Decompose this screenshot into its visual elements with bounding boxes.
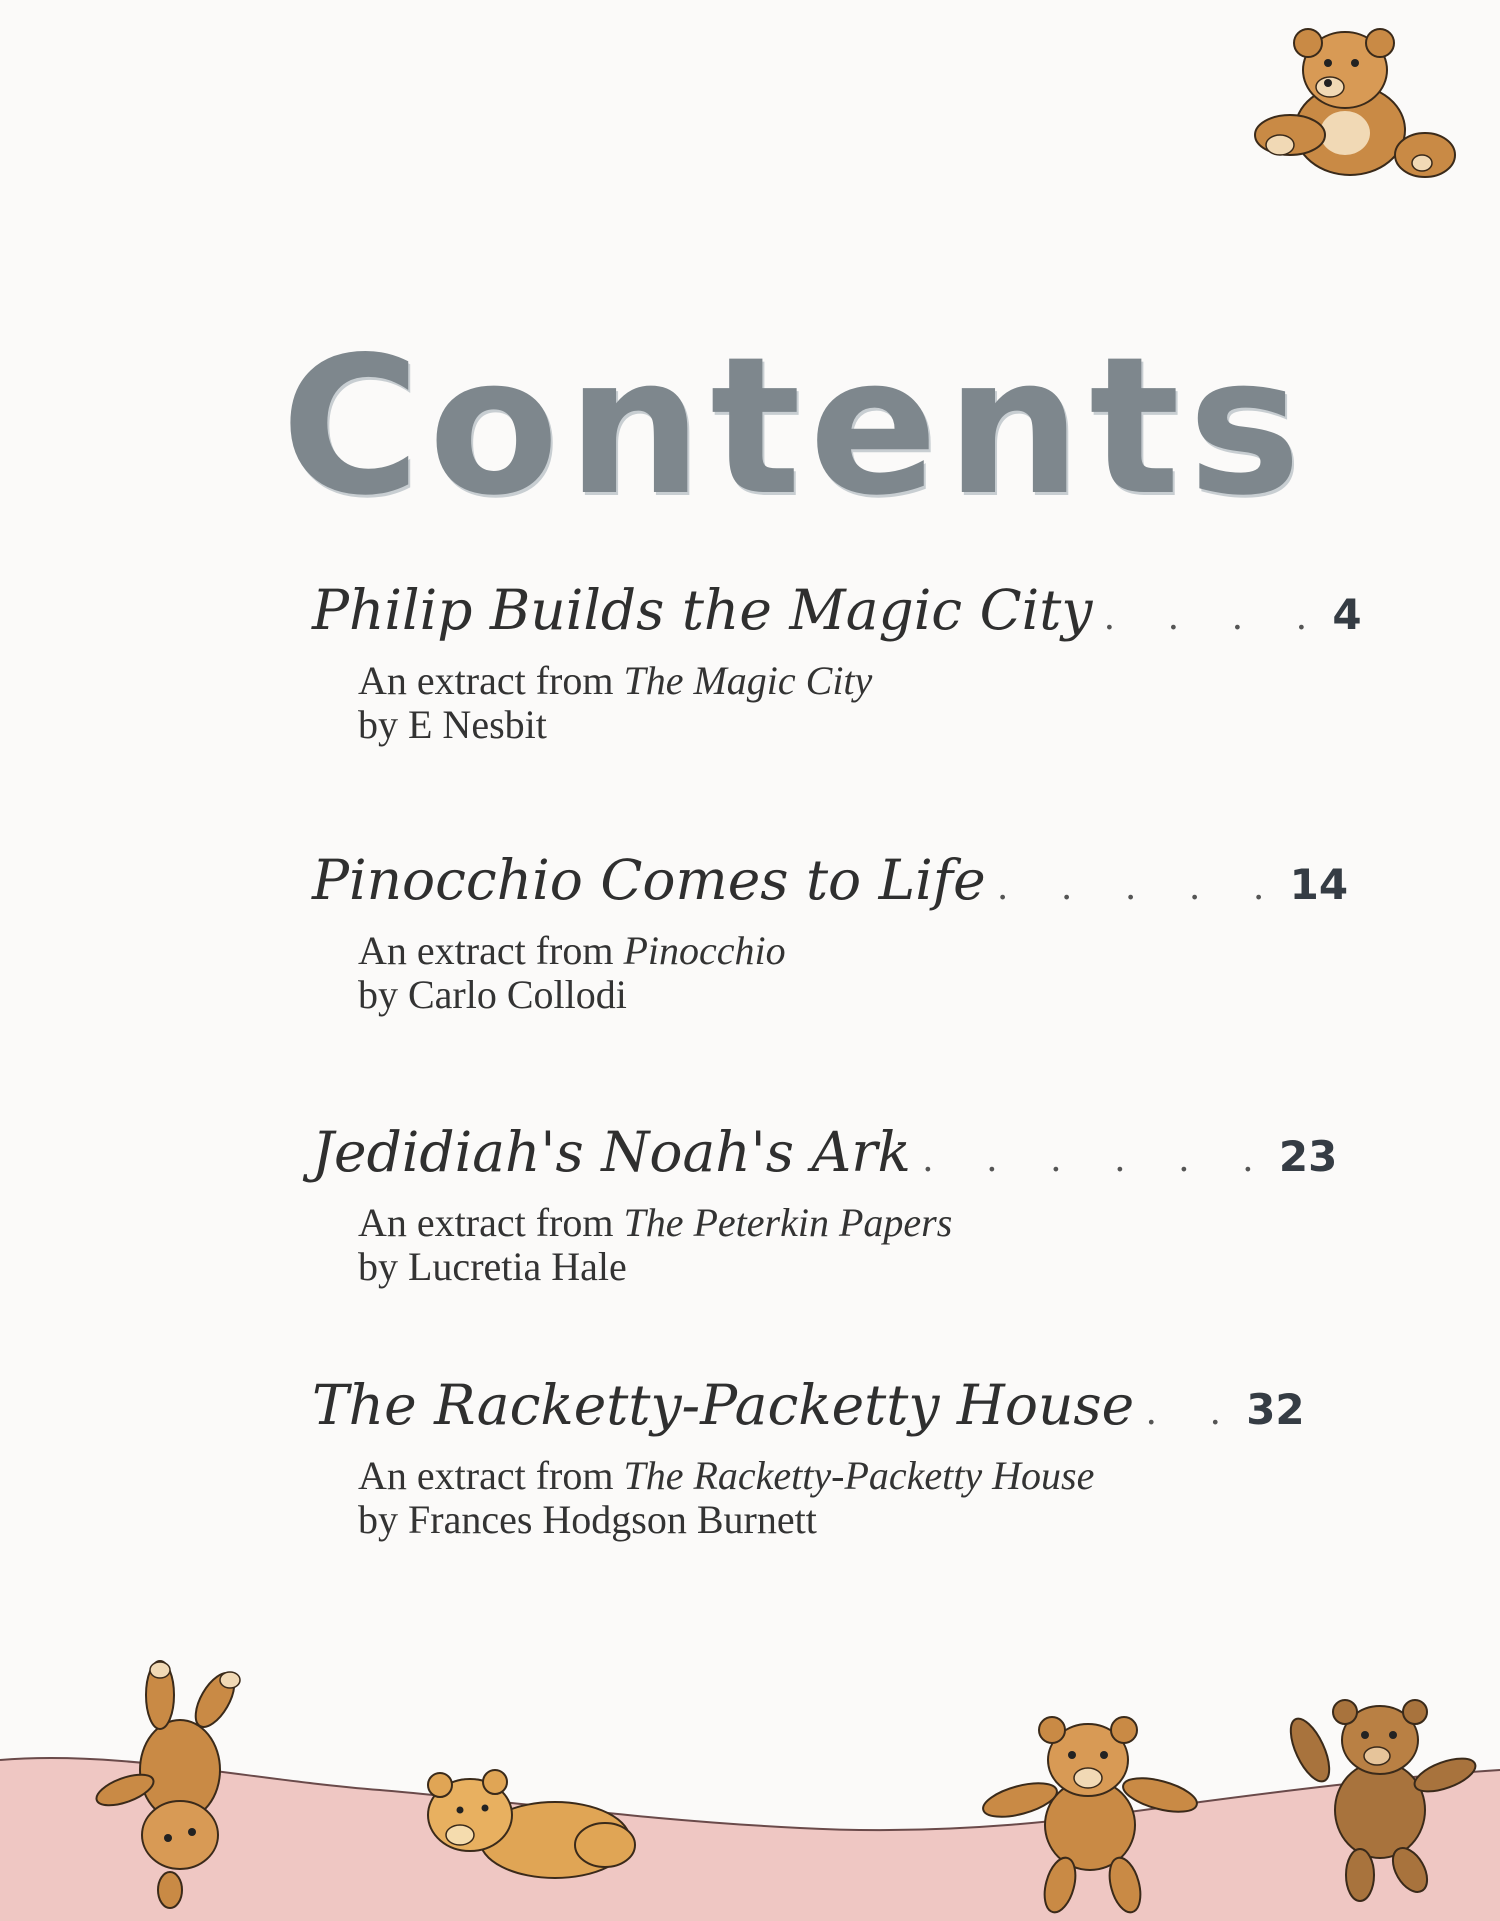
extract-prefix: An extract from [358,1453,614,1498]
page-number: 14 [1289,860,1349,909]
author: by Frances Hodgson Burnett [358,1497,817,1542]
teddy-bear-jumping-icon [1285,1680,1475,1910]
leader-dots: . . . . [1104,593,1329,638]
book-title: The Magic City [623,658,873,703]
teddy-bear-dancing-icon [980,1700,1200,1920]
author: by Lucretia Hale [358,1244,627,1289]
extract-info [358,659,1292,747]
book-title: Pinocchio [623,928,786,973]
leader-dots: . . . . . [997,863,1286,908]
contents-entry[interactable] [312,1117,1338,1289]
story-title: Philip Builds the Magic City [312,578,1093,642]
extract-prefix: An extract from [358,1200,614,1245]
page-title: Contents [280,316,1310,538]
contents-entry[interactable] [312,1370,1305,1542]
author: by E Nesbit [358,702,547,747]
extract-prefix: An extract from [358,928,614,973]
book-title: The Peterkin Papers [623,1200,953,1245]
story-title: Jedidiah's Noah's Ark [312,1120,911,1184]
extract-info [358,1454,1292,1542]
page-number: 32 [1246,1385,1305,1434]
extract-info [358,1201,1292,1289]
leader-dots: . . [1146,1388,1243,1433]
contents-entry[interactable] [312,575,1362,747]
book-title: The Racketty-Packetty House [623,1453,1095,1498]
leader-dots: . . . . . . [922,1135,1275,1180]
teddy-bear-lying-icon [405,1760,645,1890]
story-title: Pinocchio Comes to Life [312,848,986,912]
page-number: 23 [1278,1132,1338,1181]
author: by Carlo Collodi [358,972,627,1017]
story-title: The Racketty-Packetty House [312,1373,1135,1437]
extract-info [358,929,1292,1017]
page-number: 4 [1332,590,1362,639]
teddy-bear-sitting-icon [1240,15,1460,185]
extract-prefix: An extract from [358,658,614,703]
teddy-bear-handstand-icon [80,1660,280,1910]
contents-entry[interactable] [312,845,1349,1017]
